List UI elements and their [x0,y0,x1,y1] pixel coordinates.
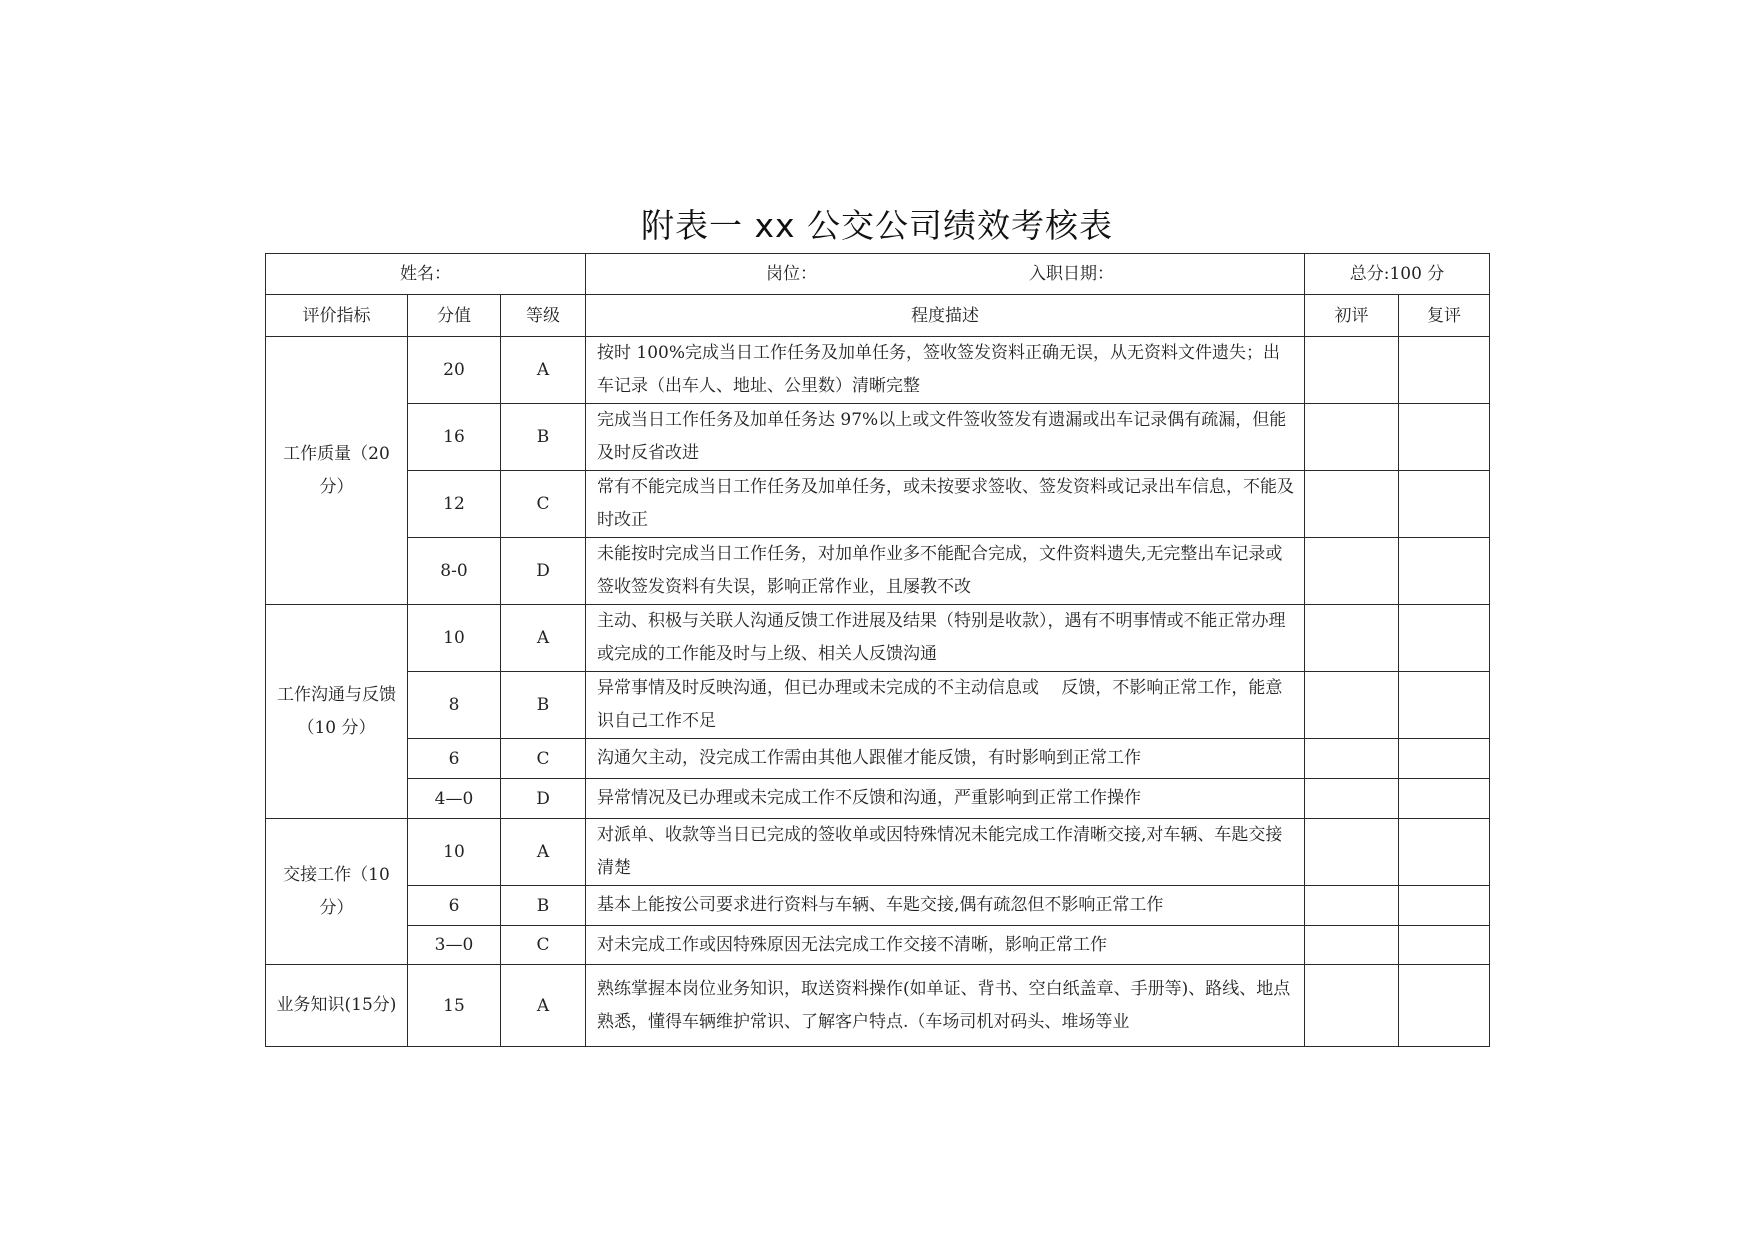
first-review-cell[interactable] [1305,337,1399,404]
first-review-cell[interactable] [1305,819,1399,886]
first-review-cell[interactable] [1305,471,1399,538]
grade-cell: A [501,965,586,1047]
description-cell: 异常事情及时反映沟通，但已办理或未完成的不主动信息或 反馈，不影响正常工作，能意识自己工作不足 [586,672,1305,739]
description-cell: 异常情况及已办理或未完成工作不反馈和沟通，严重影响到正常工作操作 [586,779,1305,819]
col-description-header: 程度描述 [586,295,1305,337]
category-cell: 交接工作（10 分） [266,819,408,965]
category-cell: 工作质量（20分） [266,337,408,605]
score-cell: 16 [408,404,501,471]
score-cell: 10 [408,605,501,672]
second-review-cell[interactable] [1399,779,1490,819]
description-cell: 对派单、收款等当日已完成的签收单或因特殊情况未能完成工作清晰交接,对车辆、车匙交接清楚 [586,819,1305,886]
description-cell: 熟练掌握本岗位业务知识，取送资料操作(如单证、背书、空白纸盖章、手册等)、路线、地点熟悉，懂得车辆维护常识、了解客户特点.（车场司机对码头、堆场等业 [586,965,1305,1047]
entry-date-label: 入职日期： [1029,264,1115,284]
header-info-row [266,254,1490,295]
table-row [266,779,1490,819]
total-score-label: 总分:100 分 [1349,264,1445,284]
second-review-cell[interactable] [1399,926,1490,965]
position-date-cell [586,254,1305,295]
table-row [266,337,1490,404]
second-review-cell[interactable] [1399,471,1490,538]
table-row [266,538,1490,605]
first-review-cell[interactable] [1305,739,1399,779]
score-cell: 4—0 [408,779,501,819]
second-review-cell[interactable] [1399,739,1490,779]
table-row [266,886,1490,926]
table-row [266,404,1490,471]
score-cell: 6 [408,886,501,926]
table-row [266,926,1490,965]
grade-cell: A [501,605,586,672]
description-cell: 常有不能完成当日工作任务及加单任务，或未按要求签收、签发资料或记录出车信息，不能及时改正 [586,471,1305,538]
first-review-cell[interactable] [1305,605,1399,672]
second-review-cell[interactable] [1399,886,1490,926]
page-title: 附表一 xx 公交公司绩效考核表 [640,206,1114,245]
grade-cell: C [501,471,586,538]
score-cell: 20 [408,337,501,404]
first-review-cell[interactable] [1305,672,1399,739]
first-review-cell[interactable] [1305,886,1399,926]
table-row [266,605,1490,672]
col-first-review-header: 初评 [1305,295,1399,337]
score-cell: 8-0 [408,538,501,605]
table-row [266,672,1490,739]
table-row [266,965,1490,1047]
table-row [266,739,1490,779]
first-review-cell[interactable] [1305,779,1399,819]
grade-cell: A [501,337,586,404]
grade-cell: D [501,538,586,605]
description-cell: 沟通欠主动，没完成工作需由其他人跟催才能反馈，有时影响到正常工作 [586,739,1305,779]
name-label: 姓名： [400,264,451,284]
table-row [266,819,1490,886]
second-review-cell[interactable] [1399,819,1490,886]
score-cell: 6 [408,739,501,779]
description-cell: 按时 100%完成当日工作任务及加单任务，签收签发资料正确无误，从无资料文件遗失；出车记录（出车人、地址、公里数）清晰完整 [586,337,1305,404]
description-cell: 主动、积极与关联人沟通反馈工作进展及结果（特别是收款），遇有不明事情或不能正常办理或完成的工作能及时与上级、相关人反馈沟通 [586,605,1305,672]
grade-cell: D [501,779,586,819]
first-review-cell[interactable] [1305,404,1399,471]
position-label: 岗位： [766,264,818,284]
table-row [266,471,1490,538]
second-review-cell[interactable] [1399,404,1490,471]
first-review-cell[interactable] [1305,538,1399,605]
score-cell: 15 [408,965,501,1047]
score-cell: 3—0 [408,926,501,965]
grade-cell: B [501,404,586,471]
second-review-cell[interactable] [1399,672,1490,739]
category-cell: 工作沟通与反馈（10 分） [266,605,408,819]
second-review-cell[interactable] [1399,965,1490,1047]
grade-cell: C [501,926,586,965]
column-header-row [266,295,1490,337]
description-cell: 对未完成工作或因特殊原因无法完成工作交接不清晰，影响正常工作 [586,926,1305,965]
score-cell: 12 [408,471,501,538]
score-cell: 10 [408,819,501,886]
col-score-header: 分值 [408,295,501,337]
total-score-cell [1305,254,1490,295]
second-review-cell[interactable] [1399,337,1490,404]
description-cell: 未能按时完成当日工作任务，对加单作业多不能配合完成，文件资料遗失,无完整出车记录或签收签发资料有失误，影响正常作业，且屡教不改 [586,538,1305,605]
grade-cell: C [501,739,586,779]
col-second-review-header: 复评 [1399,295,1490,337]
grade-cell: B [501,886,586,926]
second-review-cell[interactable] [1399,605,1490,672]
category-cell: 业务知识(15分) [266,965,408,1047]
description-cell: 基本上能按公司要求进行资料与车辆、车匙交接,偶有疏忽但不影响正常工作 [586,886,1305,926]
name-cell[interactable] [266,254,586,295]
grade-cell: B [501,672,586,739]
description-cell: 完成当日工作任务及加单任务达 97%以上或文件签收签发有遗漏或出车记录偶有疏漏，但能及时反省改进 [586,404,1305,471]
col-grade-header: 等级 [501,295,586,337]
grade-cell: A [501,819,586,886]
first-review-cell[interactable] [1305,965,1399,1047]
col-indicator-header: 评价指标 [266,295,408,337]
second-review-cell[interactable] [1399,538,1490,605]
first-review-cell[interactable] [1305,926,1399,965]
score-cell: 8 [408,672,501,739]
performance-appraisal-table [265,253,1490,1047]
